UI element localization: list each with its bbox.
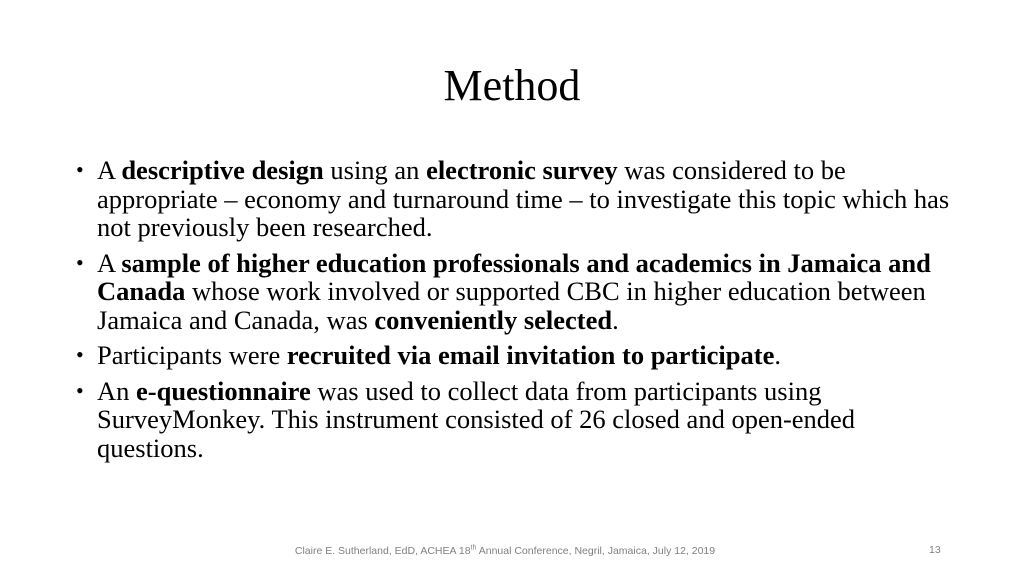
bullet-text: A (97, 247, 122, 278)
bullet-item (72, 156, 952, 242)
bullet-text: A (97, 155, 122, 185)
bullet-item (72, 377, 952, 463)
bullet-text: using an (323, 155, 427, 185)
bullet-emphasis: conveniently selected (374, 304, 613, 335)
bullet-dot-icon: • (76, 157, 84, 182)
bullet-text: was used to collect data from participants using SurveyMonkey. This instrument consisted of 26 closed and open-ended questions. (97, 375, 856, 463)
bullet-text: An (97, 375, 137, 406)
bullet-dot-icon: • (76, 342, 84, 367)
footer-text-after: Annual Conference, Negril, Jamaica, July 12, 2019 (476, 545, 716, 557)
bullet-text: whose work involved or supported CBC in higher education between Jamaica and Canada, was (97, 276, 926, 335)
bullet-text: was considered to be appropriate – economy and turnaround time – to investigate this topic which has not previously been researched. (97, 155, 950, 242)
bullet-dot-icon: • (76, 249, 84, 275)
footer-text-before: Claire E. Sutherland, EdD, ACHEA 18 (294, 545, 471, 557)
bullet-emphasis: e-questionnaire (136, 375, 311, 406)
bullet-item (72, 249, 952, 335)
bullet-text: Participants were (97, 340, 287, 370)
bullet-list (72, 156, 952, 469)
bullet-text: . (774, 340, 781, 370)
bullet-item (72, 341, 952, 370)
slide-title: Method (443, 61, 581, 110)
bullet-emphasis: sample of higher education professionals and academics in Jamaica and Canada (97, 247, 931, 306)
page-number: 13 (929, 544, 941, 556)
bullet-emphasis: recruited via email invitation to participate (286, 340, 775, 370)
footer-superscript: th (470, 544, 477, 552)
bullet-emphasis: descriptive design (121, 155, 324, 185)
bullet-text: . (612, 304, 619, 335)
bullet-dot-icon: • (76, 377, 84, 403)
bullet-emphasis: electronic survey (426, 155, 618, 185)
footer-citation (0, 545, 1010, 557)
